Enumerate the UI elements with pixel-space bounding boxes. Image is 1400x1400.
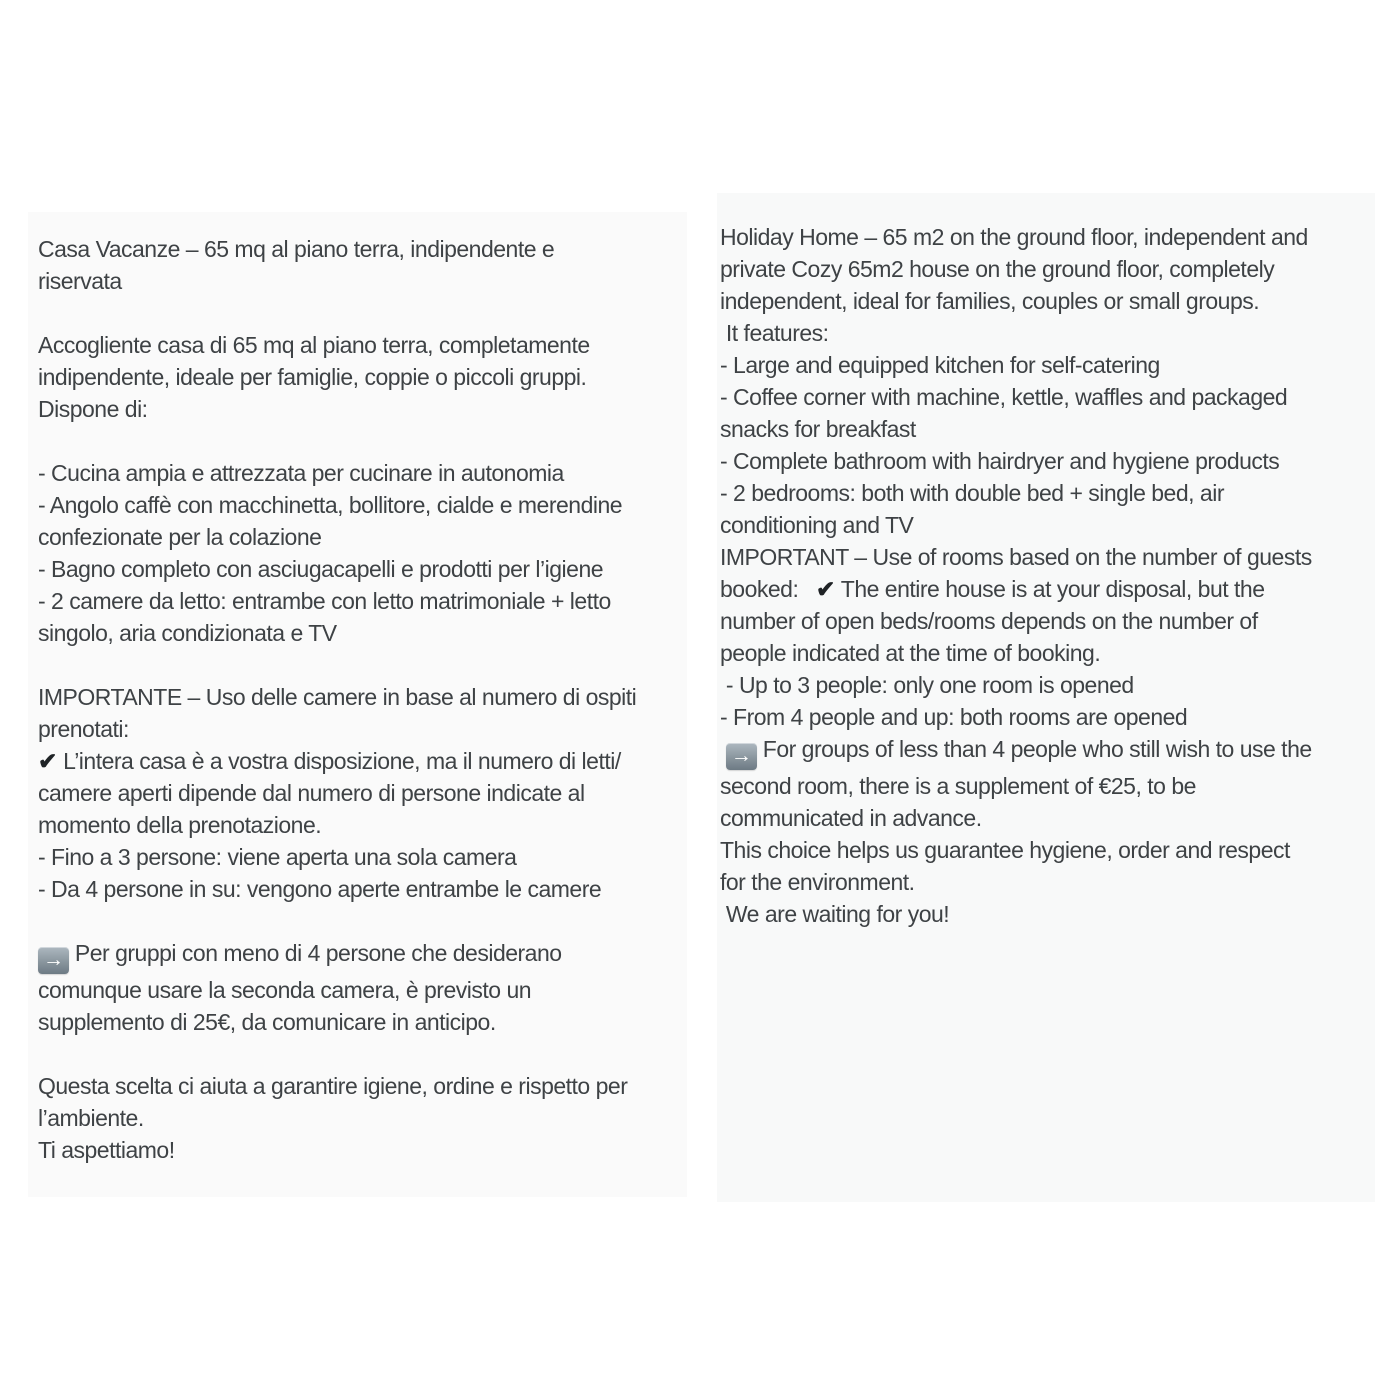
italian-description-panel <box>28 212 687 1197</box>
english-description-panel <box>717 193 1375 1202</box>
right-arrow-glyph: → <box>730 744 752 767</box>
paragraph: Casa Vacanze – 65 mq al piano terra, indipendente e riservata <box>38 236 555 294</box>
right-arrow-emoji <box>38 947 69 974</box>
paragraph: Questa scelta ci aiuta a garantire igiene, ordine e rispetto per l’ambiente. Ti aspettiamo! <box>38 1073 628 1163</box>
paragraph: Accogliente casa di 65 mq al piano terra, completamente indipendente, ideale per famiglie, coppie o piccoli gruppi. Dispone di: <box>38 332 590 422</box>
paragraph: Holiday Home – 65 m2 on the ground floor, independent and private Cozy 65m2 house on the ground floor, completely independent, ideal for families, couples or small groups. It features: - Large and equipped kitchen for self-catering - Coffee corner with machine, kettle, waffles and packaged snacks for breakfast - Complete bathroom with hairdryer and hygiene products - 2 bedrooms: both with double bed + single bed, air conditioning and TV IMPORTANT – Use of rooms based on the number of guests booked: ✔ The entire house is at your disposal, but the number of open beds/rooms depends on the number of people indicated at the time of booking. - Up to 3 people: only one room is opened - From 4 people and up: both rooms are opened → For groups of less than 4 people who still wish to use the second room, there is a supplement of €25, to be communicated in advance. This choice helps us guarantee hygiene, order and respect for the environment. We are waiting for you! <box>720 224 1312 927</box>
paragraph: - Cucina ampia e attrezzata per cucinare in autonomia - Angolo caffè con macchinetta, bollitore, cialde e merendine confezionate per la colazione - Bagno completo con asciugacapelli e prodotti per l’igiene - 2 camere da letto: entrambe con letto matrimoniale + letto singolo, aria condizionata e TV <box>38 460 623 646</box>
check-mark-icon: ✔ <box>816 576 836 602</box>
check-mark-icon: ✔ <box>38 748 58 774</box>
paragraph: IMPORTANTE – Uso delle camere in base al numero di ospiti prenotati: ✔ L’intera casa è a vostra disposizione, ma il numero di letti/ camere aperti dipende dal numero di persone indicate al momento della prenotazione. - Fino a 3 persone: viene aperta una sola camera - Da 4 persone in su: vengono aperte entrambe le camere <box>38 684 637 902</box>
right-arrow-glyph: → <box>43 948 64 971</box>
paragraph: → Per gruppi con meno di 4 persone che desiderano comunque usare la seconda camera, è previsto un supplemento di 25€, da comunicare in anticipo. <box>38 940 562 1035</box>
right-arrow-emoji <box>726 743 757 770</box>
